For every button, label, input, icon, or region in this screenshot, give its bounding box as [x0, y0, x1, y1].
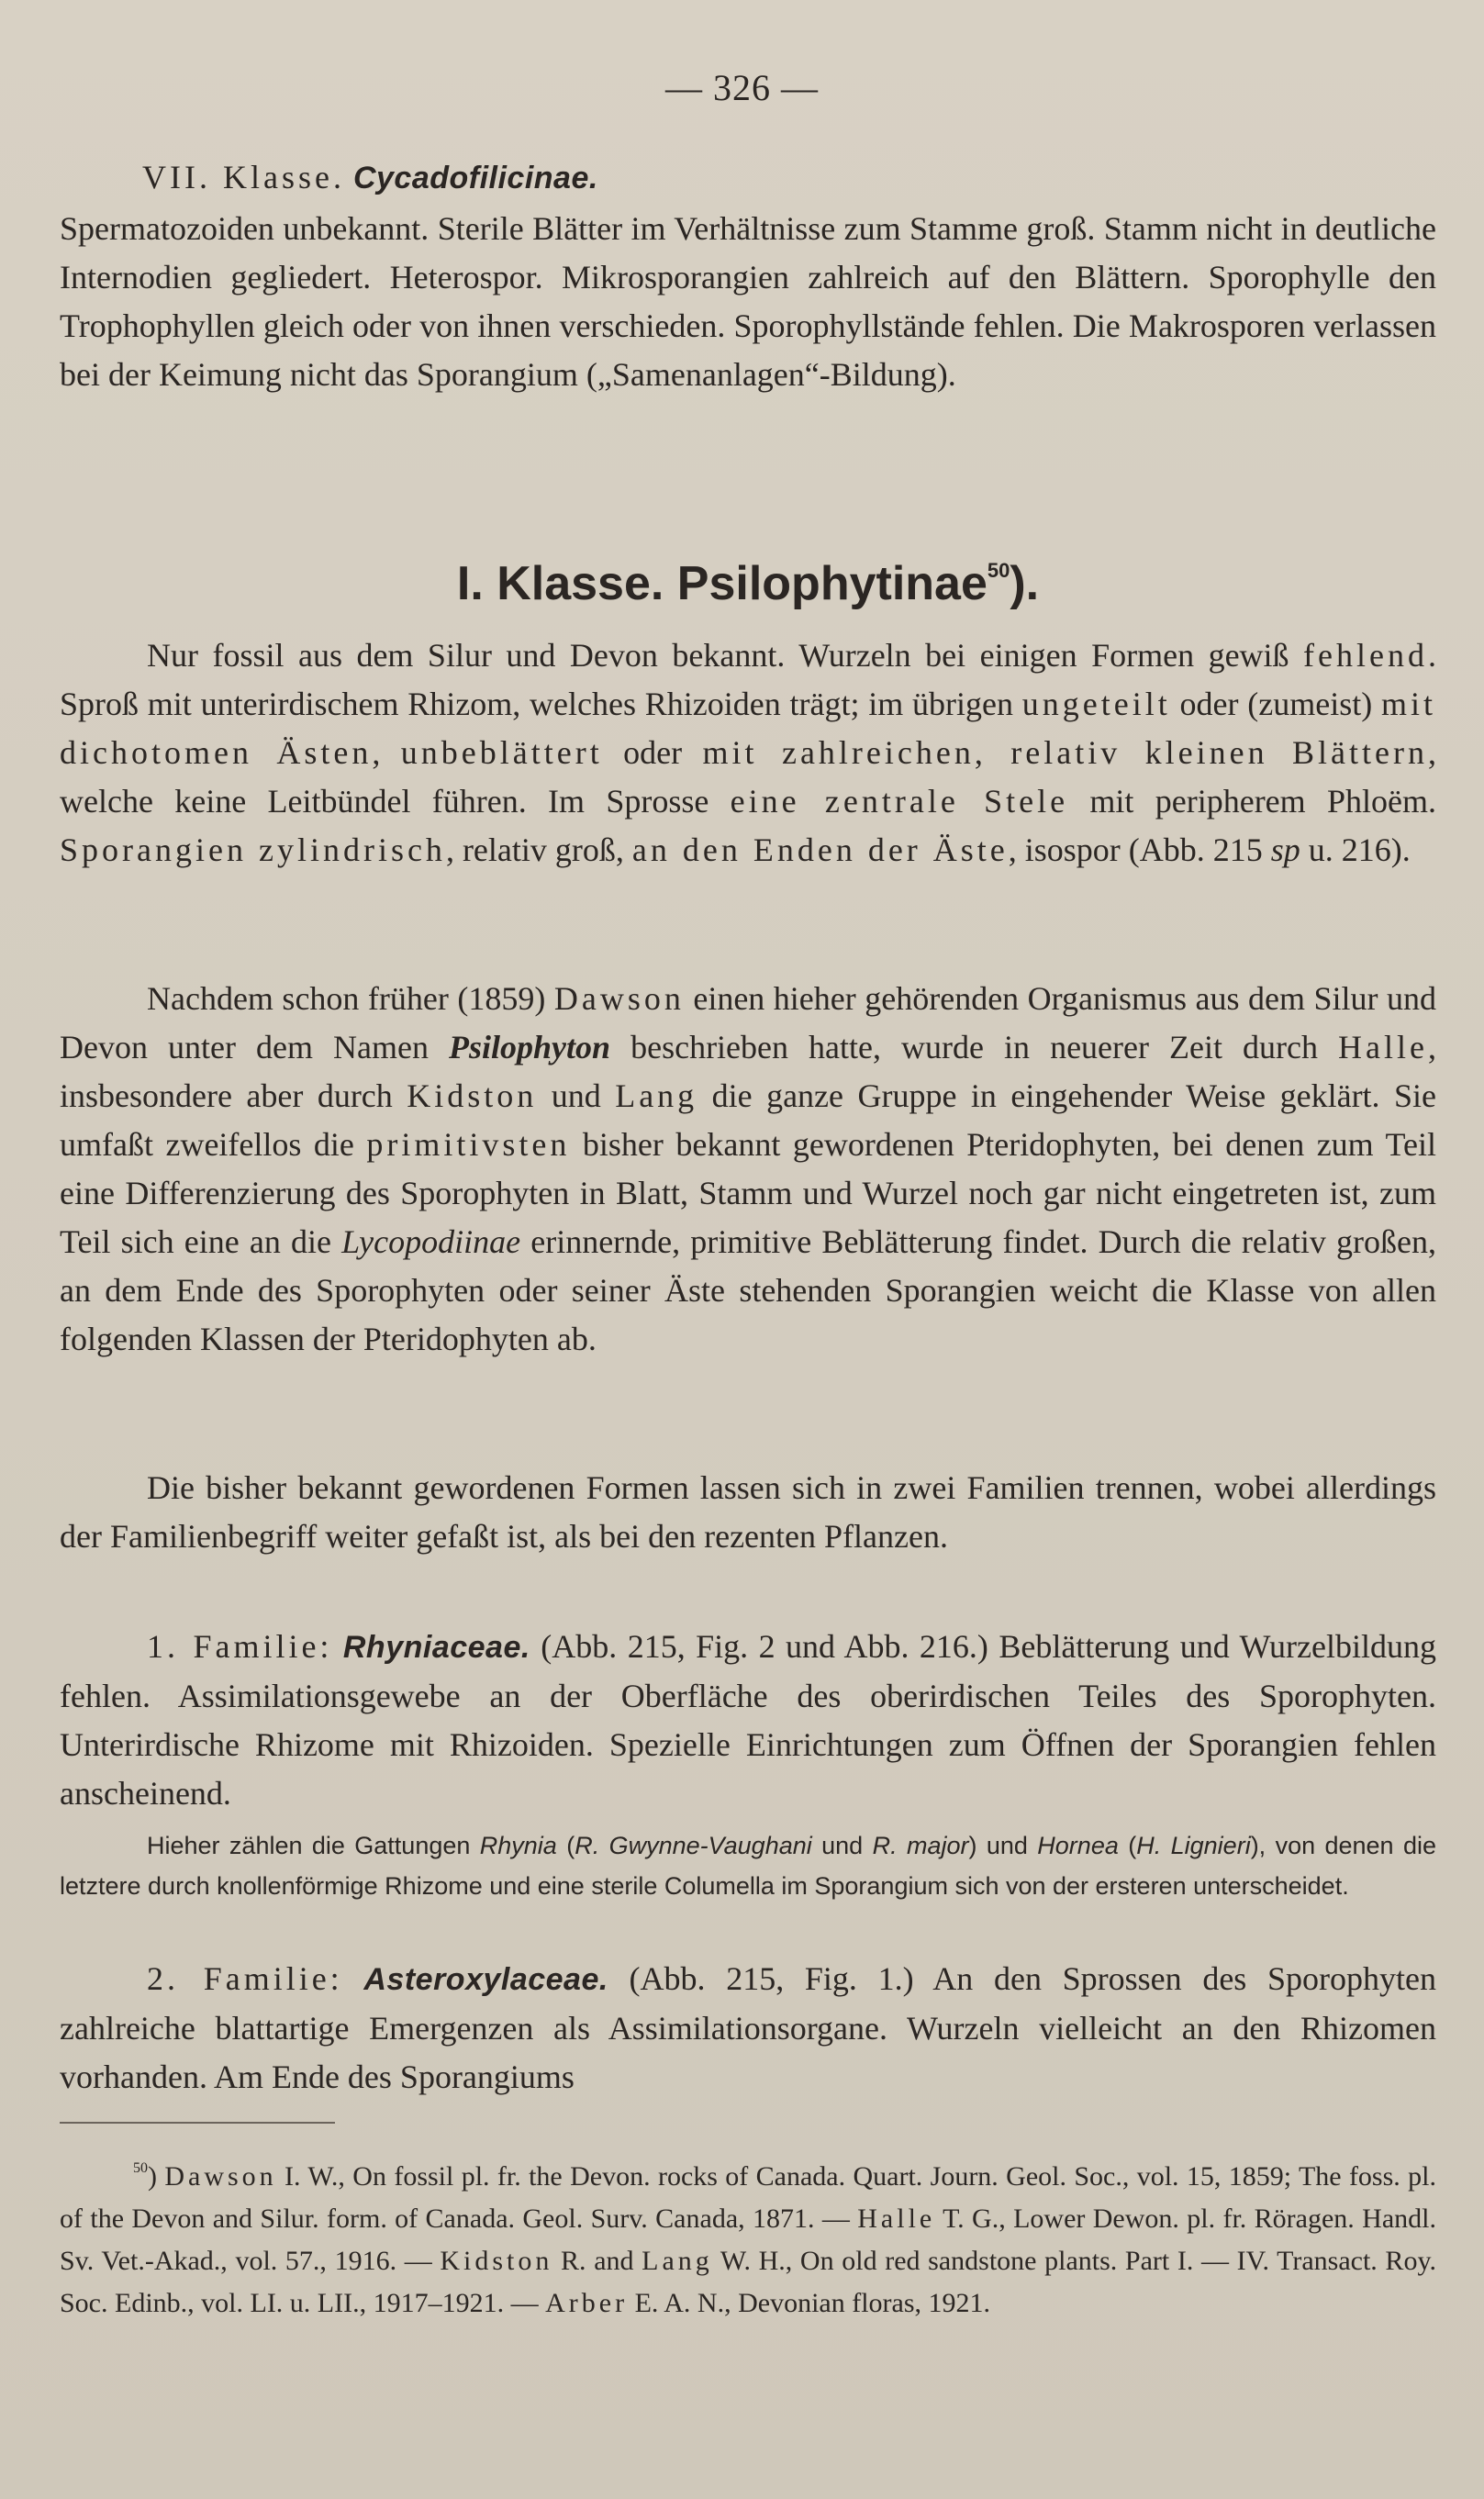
- klasse-title: I. Klasse. Psilophytinae: [456, 557, 987, 610]
- text-run: , relativ groß,: [445, 831, 632, 868]
- text-run: (: [1118, 1832, 1137, 1859]
- text-run: oder (zumeist): [1170, 686, 1381, 722]
- family-description: (Abb. 215, Fig. 2 und Abb. 216.) Beblätterung und Wurzelbildung fehlen. Assimilationsgewebe an der Oberfläche des oberirdischen Teiles des Sporophyten. Unterirdische Rhizome mit Rhizoiden. Spezielle Einrichtungen zum Öffnen der Sporangien fehlen anscheinend.: [60, 1628, 1436, 1812]
- footnote-text: [60, 2148, 1436, 2325]
- author-name: Lang: [642, 2246, 713, 2276]
- text-run: bisher bekannt gewordenen Pteridophyten, bei denen zum Teil eine Differenzierung des Sporophyten in Blatt, Stamm und Wurzel noch gar nicht eingetreten ist, zum Teil sich eine an die: [60, 1126, 1436, 1260]
- text-run-spaced: ungeteilt: [1021, 686, 1171, 722]
- text-run: T. G., Lower Dewon. pl. fr. Röragen. Handl. Sv. Vet.-Akad., vol. 57., 1916. —: [60, 2203, 1436, 2276]
- paragraph-description: [60, 631, 1436, 875]
- author-name: Arber: [545, 2288, 629, 2318]
- text-run: mit peripherem Phloëm.: [1068, 783, 1436, 820]
- species-name: H. Lignieri: [1136, 1832, 1251, 1859]
- paragraph-description-text: [60, 631, 1436, 875]
- footnote-divider: [60, 2122, 335, 2124]
- text-run: ) und: [968, 1832, 1038, 1859]
- text-run: Nachdem schon früher (1859): [147, 980, 554, 1017]
- klasse-title-end: ).: [1010, 557, 1040, 610]
- paragraph-history-text: [60, 975, 1436, 1364]
- text-run: einen hieher gehörenden Organismus aus dem Silur und Devon unter dem Namen: [60, 980, 1437, 1065]
- text-run: und: [537, 1077, 616, 1114]
- text-run: , isospor (Abb. 215: [1008, 831, 1271, 868]
- author-name: Kidston: [407, 1077, 538, 1114]
- text-run: ), von denen die letztere durch knollenförmige Rhizome und eine sterile Columella im Sporangium sich von der ersteren unterscheidet.: [60, 1832, 1436, 1900]
- footnote-mark: 50: [133, 2160, 148, 2176]
- section-cycadofilicinae-heading: [60, 154, 1436, 201]
- family-rhyniaceae-note: [60, 1825, 1436, 1906]
- genus-name: Rhynia: [479, 1832, 557, 1859]
- text-run: erinnernde, primitive Beblätterung findet. Durch die relativ großen, an dem Ende des Sporophyten oder seiner Äste stehenden Sporangien weicht die Klasse von allen folgenden Klassen der Pteridophyten ab.: [60, 1223, 1436, 1357]
- text-run: beschrieben hatte, wurde in neuerer Zeit durch: [610, 1029, 1339, 1065]
- section-cycadofilicinae: [60, 154, 1436, 399]
- text-run: Nur fossil aus dem Silur und Devon bekannt. Wurzeln bei einigen Formen gewiß: [147, 637, 1304, 674]
- family-asteroxylaceae: [60, 1955, 1436, 2102]
- family-asteroxylaceae-text: [60, 1955, 1436, 2102]
- text-run-spaced: fehlend: [1303, 637, 1428, 674]
- text-run-spaced: mit zahlreichen, relativ kleinen Blättern: [702, 734, 1428, 771]
- text-run: I. W., On fossil pl. fr. the Devon. rocks of Canada. Quart. Journ. Geol. Soc., vol. 15, 1859; The foss. pl. of the Devon and Silur. form. of Canada. Geol. Surv. Canada, 1871. —: [60, 2161, 1436, 2234]
- taxon-name: Lycopodiinae: [341, 1223, 521, 1260]
- author-name: Lang: [615, 1077, 698, 1114]
- species-name: R. major: [872, 1832, 969, 1859]
- author-name: Halle: [1338, 1029, 1428, 1065]
- text-run-italic: sp: [1270, 831, 1300, 868]
- text-run-spaced: mit dichotomen Ästen: [60, 686, 1436, 771]
- family-label: 2. Familie:: [147, 1960, 343, 1997]
- author-name: Dawson: [164, 2161, 277, 2192]
- klasse-heading: [60, 543, 1436, 611]
- text-run: u. 216).: [1300, 831, 1411, 868]
- paragraph-families-intro: [60, 1464, 1436, 1561]
- text-run: Hieher zählen die Gattungen: [147, 1832, 480, 1859]
- text-run: (: [556, 1832, 575, 1859]
- text-run-spaced: Sporangien zylindrisch: [60, 831, 446, 868]
- family-description: (Abb. 215, Fig. 1.) An den Sprossen des Sporophyten zahlreiche blattartige Emergenzen als Assimilationsorgane. Wurzeln vielleicht an den Rhizomen vorhanden. Am Ende des Sporangiums: [60, 1960, 1436, 2095]
- footnote-ref: 50: [987, 559, 1010, 582]
- class-name: Cycadofilicinae.: [352, 161, 598, 195]
- family-label: 1. Familie:: [147, 1628, 333, 1665]
- author-name: Kidston: [440, 2246, 553, 2276]
- text-run: R. and: [552, 2246, 642, 2276]
- text-run: oder: [602, 734, 703, 771]
- genus-name: Hornea: [1037, 1832, 1119, 1859]
- text-run-spaced: unbeblättert: [400, 734, 603, 771]
- page-number: — 326 —: [665, 67, 819, 108]
- text-run: . Sproß mit unterirdischem Rhizom, welches Rhizoiden trägt; im übrigen: [60, 637, 1436, 722]
- text-run-spaced: eine zentrale Stele: [730, 783, 1069, 820]
- text-run-spaced: primitivsten: [366, 1126, 571, 1163]
- footnote: [60, 2148, 1436, 2325]
- family-name: Rhyniaceae.: [342, 1630, 530, 1665]
- text-run: ,: [372, 734, 401, 771]
- author-name: Halle: [857, 2203, 936, 2234]
- species-name: R. Gwynne-Vaughani: [575, 1832, 812, 1859]
- text-run: ): [148, 2161, 165, 2192]
- family-rhyniaceae-text: [60, 1623, 1436, 1818]
- family-name: Asteroxylaceae.: [363, 1962, 608, 1997]
- genus-name: Psilophyton: [449, 1029, 611, 1065]
- family-rhyniaceae: [60, 1623, 1436, 1906]
- paragraph-families-intro-text: Die bisher bekannt gewordenen Formen lassen sich in zwei Familien trennen, wobei allerdings der Familienbegriff weiter gefaßt ist, als bei den rezenten Pflanzen.: [60, 1469, 1436, 1555]
- paragraph-history: [60, 975, 1436, 1364]
- text-run: W. H., On old red sandstone plants. Part I. — IV. Transact. Roy. Soc. Edinb., vol. LI. u. LII., 1917–1921. —: [60, 2246, 1436, 2318]
- author-name: Dawson: [553, 980, 685, 1017]
- text-run: die ganze Gruppe in eingehender Weise geklärt. Sie umfaßt zweifellos die: [60, 1077, 1437, 1163]
- text-run: und: [811, 1832, 873, 1859]
- text-run-spaced: an den Enden der Äste: [631, 831, 1009, 868]
- text-run: , insbesondere aber durch: [60, 1029, 1436, 1114]
- text-run: , welche keine Leitbündel führen. Im Sprosse: [60, 734, 1436, 820]
- text-run: E. A. N., Devonian floras, 1921.: [628, 2288, 991, 2318]
- section-cycadofilicinae-text: Spermatozoiden unbekannt. Sterile Blätter im Verhältnisse zum Stamme groß. Stamm nicht in deutliche Internodien gegliedert. Heterospor. Mikrosporangien zahlreich auf den Blättern. Sporophylle den Trophophyllen gleich oder von ihnen verschieden. Sporophyllstände fehlen. Die Makrosporen verlassen bei der Keimung nicht das Sporangium („Samenanlagen“-Bildung).: [60, 210, 1436, 393]
- class-label: VII. Klasse.: [142, 159, 345, 195]
